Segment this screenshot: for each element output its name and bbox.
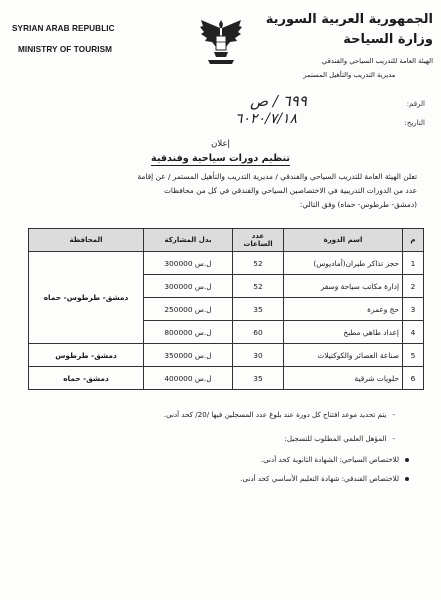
governorate-cell: دمشق- حماه	[29, 367, 144, 390]
row-number: 4	[403, 321, 424, 344]
note-tourism-requirement	[261, 455, 409, 464]
note-dash-marker: -	[392, 434, 395, 443]
course-fee-amount: 350000 ل.س	[164, 350, 212, 360]
governorate-cell: دمشق- طرطوس- حماه	[29, 252, 144, 344]
bullet-icon	[405, 477, 409, 481]
course-name: حلويات شرقية	[284, 367, 403, 390]
row-number: 6	[403, 367, 424, 390]
course-fee-amount: 400000 ل.س	[164, 373, 212, 383]
courses-table	[28, 228, 424, 390]
handwritten-number: ٦٩٩ / ص	[250, 92, 307, 110]
course-hours: 30	[233, 344, 284, 367]
bullet-icon	[405, 458, 409, 462]
announcement-title	[0, 153, 441, 164]
row-number: 1	[403, 252, 424, 275]
course-fee	[144, 252, 233, 275]
course-fee-amount: 800000 ل.س	[164, 327, 212, 337]
course-fee	[144, 275, 233, 298]
row-number: 2	[403, 275, 424, 298]
course-hours: 60	[233, 321, 284, 344]
header-governorate: المحافظة	[29, 229, 144, 252]
eagle-emblem-icon	[198, 14, 244, 66]
note-opening-rule	[164, 410, 395, 419]
body-paragraph-line-2: عدد من الدورات التدريبية في الاختصاصين السياحي والفندقي في كل من محافظات	[163, 186, 417, 195]
note-tourism-requirement-text: للاختصاص السياحي: الشهادة الثانوية كحد أدنى.	[260, 455, 399, 464]
header-arabic	[266, 10, 433, 82]
reference-number-label: الرقم:	[406, 100, 425, 108]
course-fee-amount: 250000 ل.س	[164, 304, 212, 314]
note-qualification-text: المؤهل العلمي المطلوب للتسجيل:	[284, 434, 387, 443]
handwritten-date: ٦٠٢٠/٧/١٨	[235, 111, 298, 127]
row-number: 3	[403, 298, 424, 321]
header-ministry-ar: وزارة السياحة	[343, 32, 433, 47]
course-name: صناعة العصائر والكوكتيلات	[284, 344, 403, 367]
reference-date-label: التاريخ:	[404, 119, 425, 127]
header-country-ar: الجمهورية العربية السورية	[265, 12, 433, 27]
body-paragraph-line-3: (دمشق- طرطوس- حماه) وفق التالي:	[299, 200, 417, 209]
table-row	[29, 252, 424, 275]
course-hours: 52	[233, 252, 284, 275]
course-fee-amount: 300000 ل.س	[164, 258, 212, 268]
header-no: م	[403, 229, 424, 252]
header-authority-ar: الهيئة العامة للتدريب السياحي والفندقي	[321, 57, 433, 65]
course-fee-amount: 300000 ل.س	[164, 281, 212, 291]
note-opening-rule-text: يتم تحديد موعد افتتاح كل دورة عند بلوغ عدد المسجلين فيها /20/ كحد أدنى.	[163, 410, 387, 419]
header-directorate-ar: مديرية التدريب والتأهيل المستمر	[303, 71, 396, 79]
course-name: إدارة مكاتب سياحة وسفر	[284, 275, 403, 298]
note-hotel-requirement-text: للاختصاص الفندقي: شهادة التعليم الأساسي كحد أدنى.	[240, 474, 399, 483]
announcement-title-text: تنظيم دورات سياحية وفندقية	[151, 153, 290, 164]
governorate-cell: دمشق- طرطوس	[29, 344, 144, 367]
header-english	[12, 18, 115, 60]
row-number: 5	[403, 344, 424, 367]
header-country-en: SYRIAN ARAB REPUBLIC	[12, 24, 115, 33]
note-dash-marker: -	[392, 410, 395, 419]
course-hours: 52	[233, 275, 284, 298]
header-hours: عدد الساعات	[233, 229, 284, 252]
header-ministry-en: MINISTRY OF TOURISM	[18, 45, 113, 54]
announcement-heading: إعلان	[211, 139, 230, 149]
course-name: حج وعمرة	[284, 298, 403, 321]
table-row	[29, 344, 424, 367]
table-header-row	[29, 229, 424, 252]
course-name: حجز تذاكر طيران(أماديوس)	[284, 252, 403, 275]
note-hotel-requirement	[240, 474, 409, 483]
course-fee	[144, 344, 233, 367]
course-fee	[144, 298, 233, 321]
header-fee: بدل المشاركة	[144, 229, 233, 252]
body-paragraph-line-1: تعلن الهيئة العامة للتدريب السياحي والفندقي / مديرية التدريب والتأهيل المستمر / عن إقامة	[137, 172, 417, 181]
course-name: إعداد طاهي مطبخ	[284, 321, 403, 344]
course-hours: 35	[233, 367, 284, 390]
table-row	[29, 367, 424, 390]
course-fee	[144, 321, 233, 344]
course-fee	[144, 367, 233, 390]
header-course-name: اسم الدورة	[284, 229, 403, 252]
course-hours: 35	[233, 298, 284, 321]
note-qualification	[285, 434, 395, 443]
